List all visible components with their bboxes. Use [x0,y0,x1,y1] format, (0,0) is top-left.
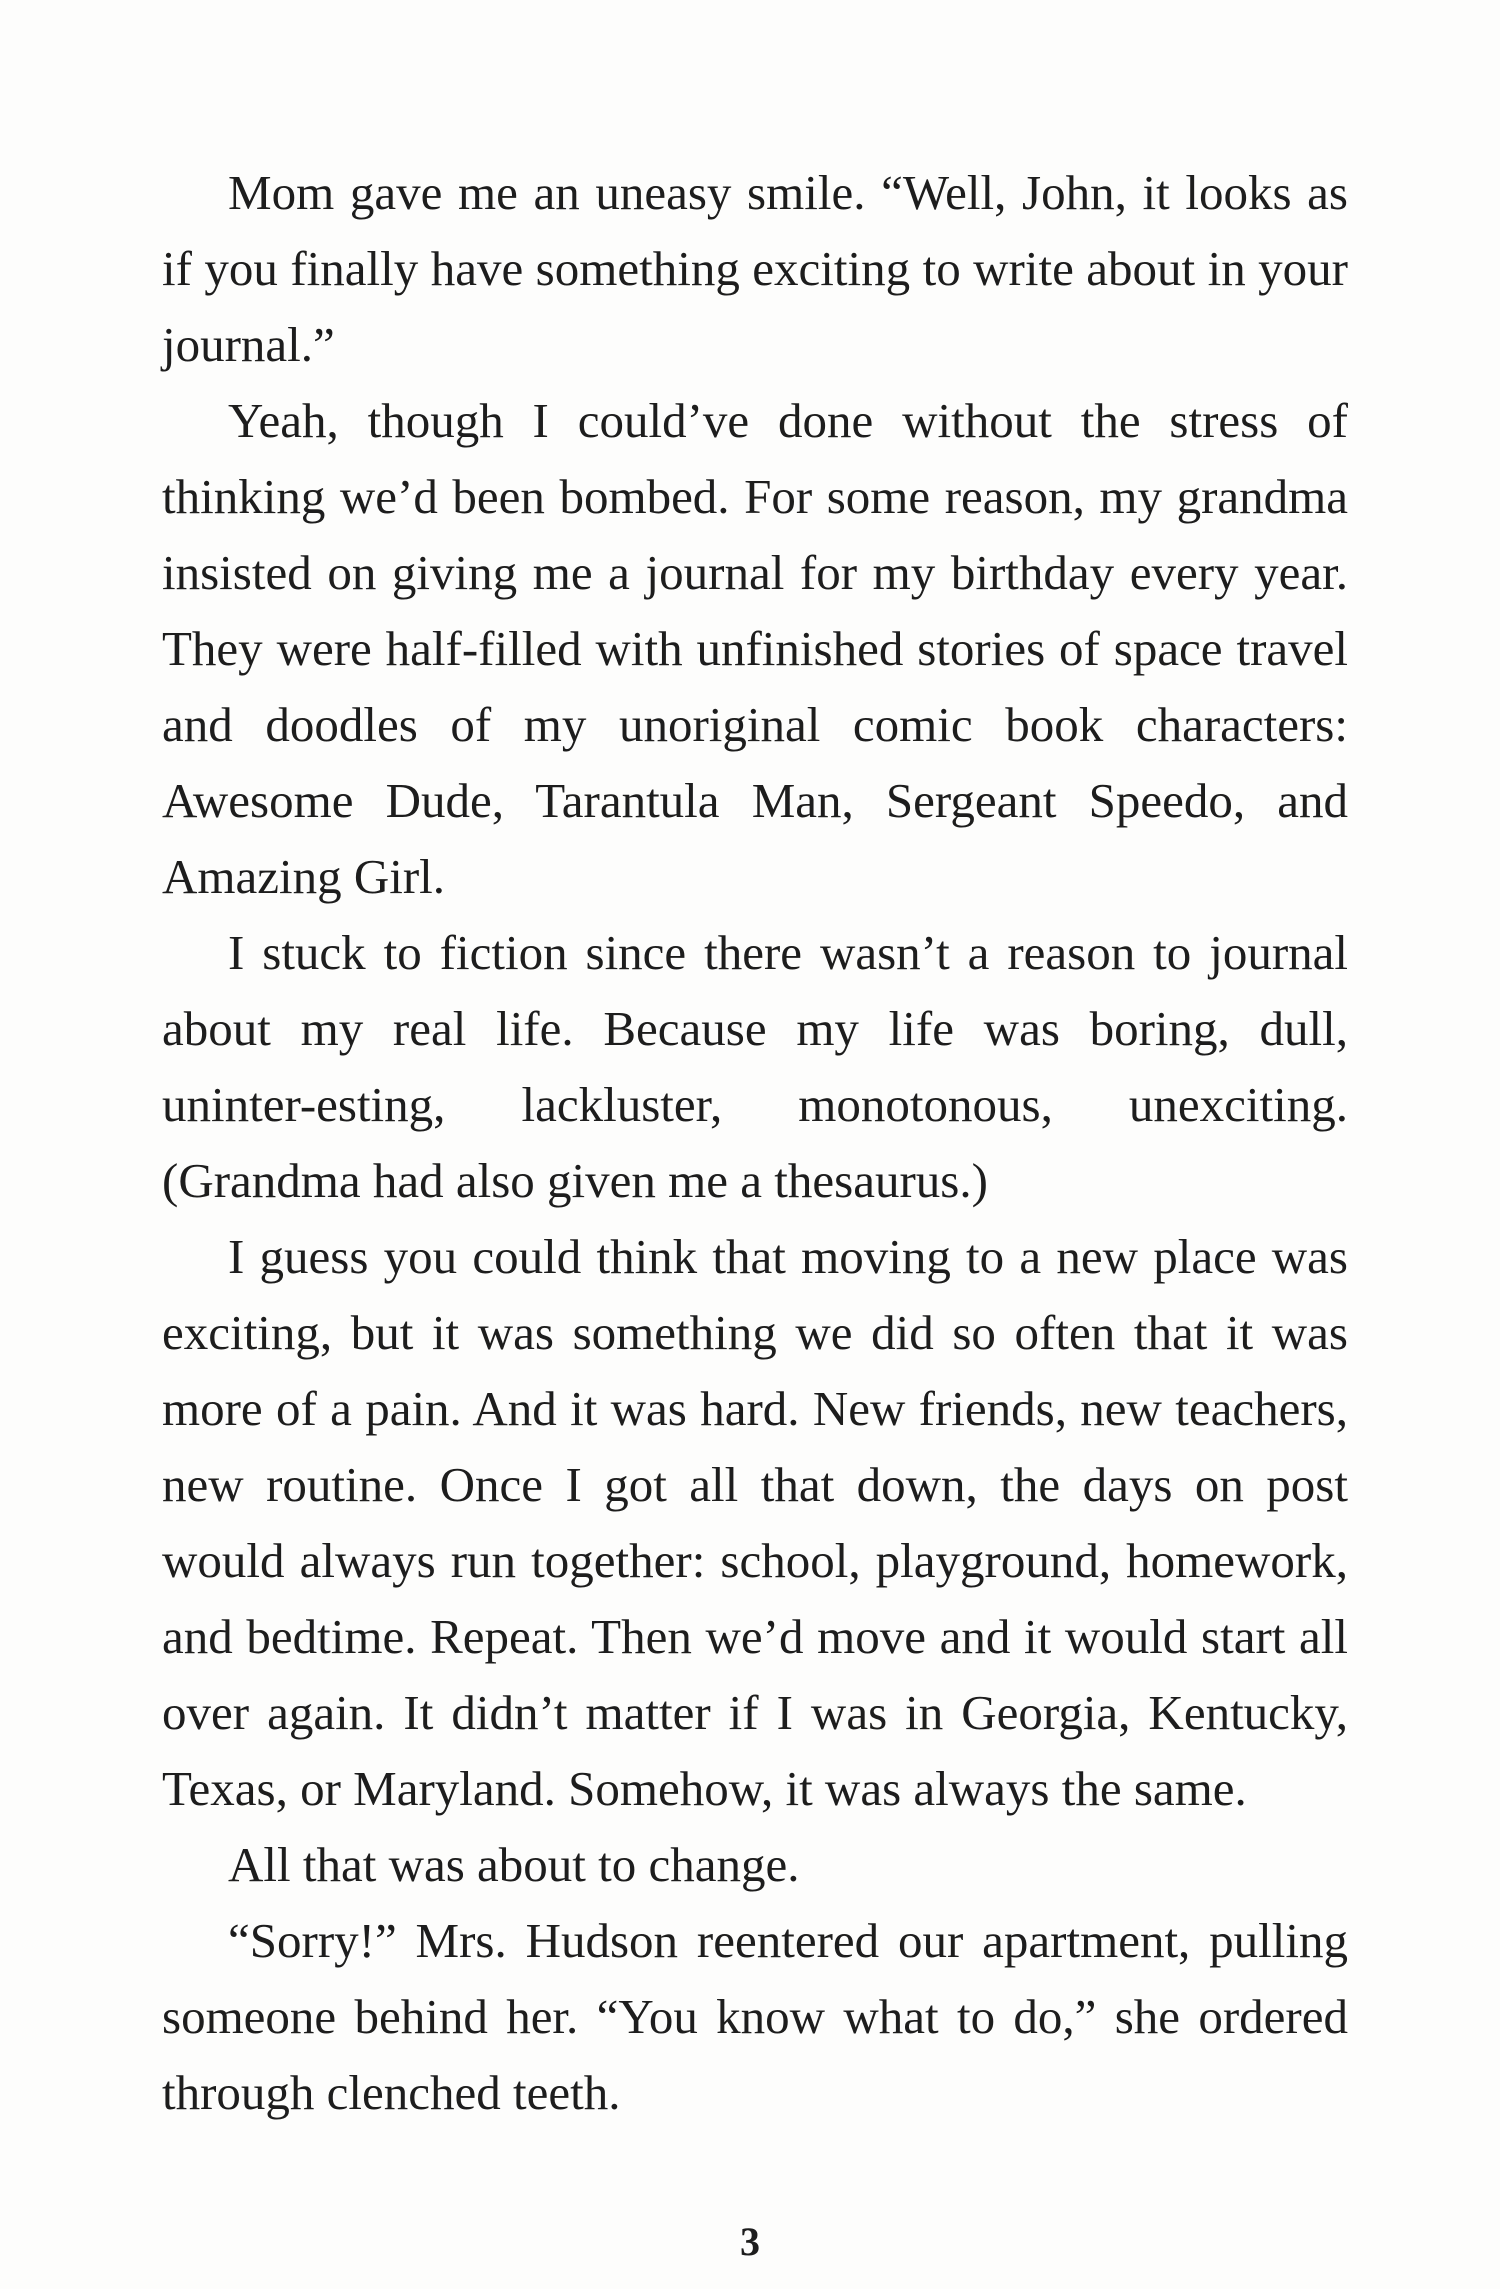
page-number: 3 [740,2219,760,2264]
paragraph: Mom gave me an uneasy smile. “Well, John, it looks as if you finally have something exciting to write about in your journal.” [162,165,1348,372]
paragraph: I guess you could think that moving to a new place was exciting, but it was something we did so often that it was more of a pain. And it was hard. New friends, new teachers, new routine. Once I got all that down, the days on post would always run together: school, playground, homework, and bedtime. Repeat. Then we’d move and it would start all over again. It didn’t matter if I was in Georgia, Kentucky, Texas, or Maryland. Somehow, it was always the same. [162,1229,1348,1816]
paragraph: I stuck to fiction since there wasn’t a reason to journal about my real life. Because my life was boring, dull, uninter-esting, lackluster, monotonous, unexciting. (Grandma had also given me a thesaurus.) [162,925,1348,1208]
paragraph: Yeah, though I could’ve done without the stress of thinking we’d been bombed. For some reason, my grandma insisted on giving me a journal for my birthday every year. They were half-filled with unfinished stories of space travel and doodles of my unoriginal comic book characters: Awesome Dude, Tarantula Man, Sergeant Speedo, and Amazing Girl. [162,393,1348,904]
paragraph: All that was about to change. [228,1837,800,1892]
paragraph: “Sorry!” Mrs. Hudson reentered our apartment, pulling someone behind her. “You know what to do,” she ordered through clenched teeth. [162,1913,1348,2120]
body-text [162,155,1348,2131]
